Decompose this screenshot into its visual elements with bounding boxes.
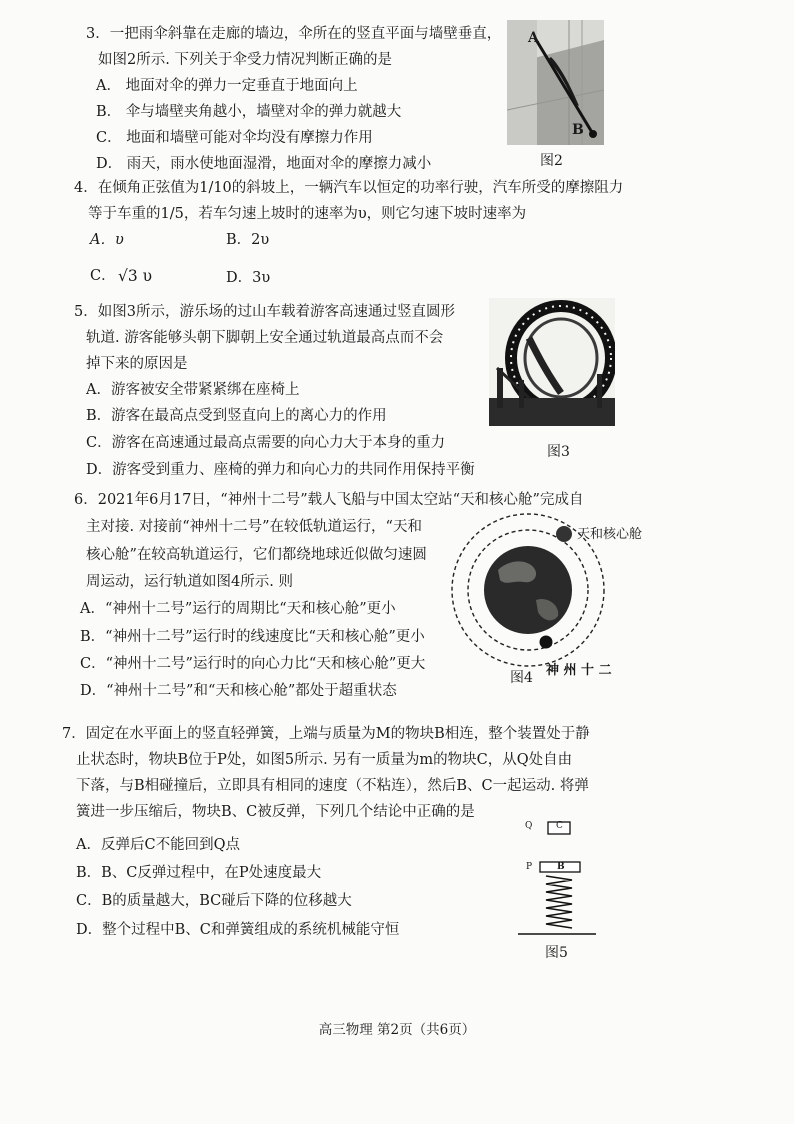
q5-stem-line1: 5．如图3所示，游乐场的过山车载着游客高速通过竖直圆形 [74, 304, 455, 320]
q6-stem-line1: 6．2021年6月17日，“神州十二号”载人飞船与中国太空站“天和核心舱”完成自 [74, 492, 584, 508]
q3-stem-line1: 3．一把雨伞斜靠在走廊的墙边，伞所在的竖直平面与墙壁垂直， [86, 26, 502, 42]
figure-3-caption: 图3 [547, 444, 570, 460]
q4-option-c-prefix: C． [90, 268, 116, 284]
q5-stem-line2: 轨道. 游客能够头朝下脚朝上安全通过轨道最高点而不会 [86, 330, 444, 346]
q5-option-d: D．游客受到重力、座椅的弹力和向心力的共同作用保持平衡 [86, 462, 475, 478]
q7-option-b: B．B、C反弹过程中，在P处速度最大 [76, 865, 322, 881]
q6-option-c: C．“神州十二号”运行时的向心力比“天和核心舱”更大 [80, 656, 426, 672]
q7-stem-line4: 簧进一步压缩后，物块B、C被反弹，下列几个结论中正确的是 [76, 804, 475, 820]
q6-stem-line3: 核心舱”在较高轨道运行，它们都绕地球近似做匀速圆 [86, 547, 427, 563]
q4-option-a: A．υ [90, 232, 124, 248]
figure-5-label-q: Q [525, 821, 533, 831]
q7-option-d: D．整个过程中B、C和弹簧组成的系统机械能守恒 [76, 922, 400, 938]
figure-4-label-tianhe: 天和核心舱 [577, 527, 643, 542]
figure-2-label-b: B [572, 122, 584, 138]
q3-option-c: C． 地面和墙壁可能对伞均没有摩擦力作用 [96, 130, 373, 146]
q5-option-c: C．游客在高速通过最高点需要的向心力大于本身的重力 [86, 435, 446, 451]
q3-stem-line2: 如图2所示. 下列关于伞受力情况判断正确的是 [98, 52, 392, 68]
figure-2-caption: 图2 [540, 153, 563, 169]
q6-stem-line2: 主对接. 对接前“神州十二号”在较低轨道运行，“天和 [86, 519, 422, 535]
figure-4-label-shenzhou: 神 州 十 二 [546, 663, 612, 678]
q5-stem-line3: 掉下来的原因是 [86, 356, 188, 372]
q7-stem-line1: 7．固定在水平面上的竖直轻弹簧，上端与质量为M的物块B相连，整个装置处于静 [62, 726, 590, 742]
figure-2-umbrella-photo [507, 20, 604, 145]
q4-option-b: B．2υ [226, 232, 270, 248]
figure-5-caption: 图5 [545, 945, 568, 961]
figure-5-label-c: C [556, 821, 563, 831]
figure-5-label-b: B [557, 862, 565, 872]
figure-5-label-p: P [526, 862, 533, 872]
q7-option-c: C．B的质量越大，BC碰后下降的位移越大 [76, 893, 352, 909]
q7-option-a: A．反弹后C不能回到Q点 [76, 837, 240, 853]
q5-option-b: B．游客在最高点受到竖直向上的离心力的作用 [86, 408, 387, 424]
q4-stem-line2: 等于车重的1/5，若车匀速上坡时的速率为υ，则它匀速下坡时速率为 [88, 206, 527, 222]
q6-stem-line4: 周运动，运行轨道如图4所示. 则 [86, 574, 293, 590]
q4-option-d: D．3υ [226, 270, 271, 286]
figure-5-spring-diagram [510, 818, 600, 938]
q3-option-b: B． 伞与墙壁夹角越小，墙壁对伞的弹力就越大 [96, 104, 402, 120]
q4-option-c-value: √3 υ [118, 267, 153, 285]
figure-3-roller-coaster-photo [489, 298, 615, 426]
q3-option-a: A． 地面对伞的弹力一定垂直于地面向上 [96, 78, 358, 94]
figure-4-caption: 图4 [510, 670, 533, 686]
q5-option-a: A．游客被安全带紧紧绑在座椅上 [86, 382, 300, 398]
q4-stem-line1: 4．在倾角正弦值为1/10的斜坡上，一辆汽车以恒定的功率行驶，汽车所受的摩擦阻力 [74, 180, 624, 196]
page-footer: 高三物理 第2页（共6页） [318, 1022, 476, 1038]
figure-2-label-a: A [528, 30, 539, 46]
q6-option-b: B．“神州十二号”运行时的线速度比“天和核心舱”更小 [80, 629, 425, 645]
q7-stem-line2: 止状态时，物块B位于P处，如图5所示. 另有一质量为m的物块C，从Q处自由 [76, 752, 573, 768]
q3-option-d: D． 雨天，雨水使地面湿滑，地面对伞的摩擦力减小 [96, 156, 432, 172]
q6-option-d: D．“神州十二号”和“天和核心舱”都处于超重状态 [80, 683, 397, 699]
q7-stem-line3: 下落，与B相碰撞后，立即具有相同的速度（不粘连），然后B、C一起运动. 将弹 [76, 778, 589, 794]
q6-option-a: A．“神州十二号”运行的周期比“天和核心舱”更小 [80, 601, 396, 617]
